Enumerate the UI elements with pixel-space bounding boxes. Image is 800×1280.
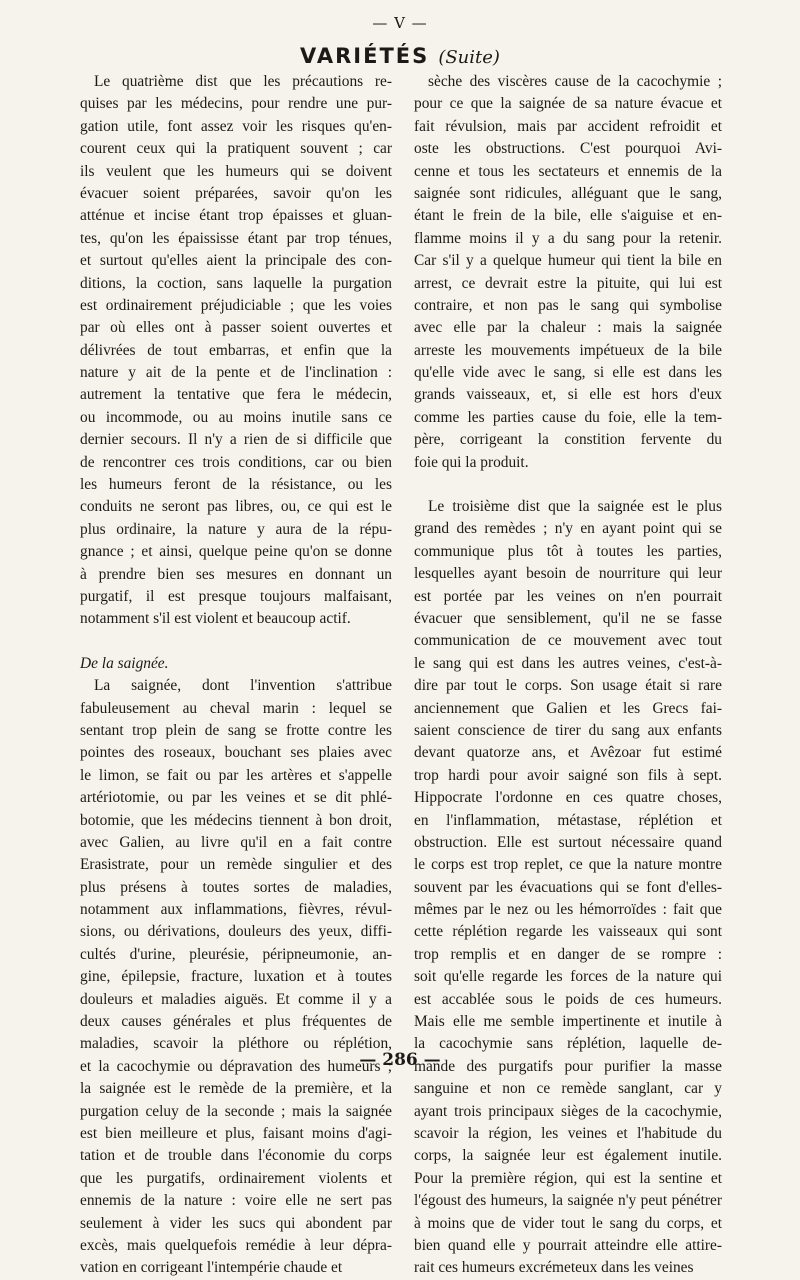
section-heading: De la saignée.	[80, 654, 169, 672]
text-line: lesquelles ayant besoin de nourriture qui leur	[414, 565, 722, 583]
text-line: fabuleusement au cheval marin : lequel se	[80, 699, 392, 717]
text-line: courent ceux qui la pratiquent souvent ; car	[80, 140, 392, 158]
text-line: seulement à vider les sucs qui abondent par	[80, 1214, 392, 1232]
text-line: tes, qu'on les épaississe étant par trop ténues,	[80, 229, 392, 247]
left-column	[80, 71, 392, 1280]
text-line: maladies, scavoir la pléthore ou réplétion,	[80, 1035, 392, 1053]
text-line: la cacochymie sans réplétion, laquelle de-	[414, 1035, 722, 1053]
text-line: soit qu'elle regarde les forces de la nature qui	[414, 968, 722, 986]
text-line: vation en corrigeant l'intempérie chaude et	[80, 1259, 343, 1277]
text-line: évacuer que sensiblement, qu'il ne se fasse	[414, 609, 722, 627]
right-paragraph-2	[414, 496, 722, 1280]
text-line: scavoir la région, les veines et l'habitude du	[414, 1124, 722, 1142]
text-line: Car s'il y a quelque humeur qui tient la bile en	[414, 252, 722, 270]
text-line: purgatif, il est presque toujours malfaisant,	[80, 587, 392, 605]
text-line: Pour la première région, qui est la sentine et	[414, 1169, 722, 1187]
text-line: oste les obstructions. C'est pourquoi Avi-	[414, 140, 722, 158]
text-line: quises par les médecins, pour rendre une pur-	[80, 95, 392, 113]
text-line: communication de ce mouvement avec tout	[414, 632, 722, 650]
text-line: sanguine et non ce remède sanglant, car y	[414, 1080, 722, 1098]
text-line: saient conscience de tirer du sang aux enfants	[414, 721, 722, 739]
text-line: botomie, que les médecins tiennent à bon droit,	[80, 811, 392, 829]
text-line: autrement la tentative que fera le médecin,	[80, 386, 392, 404]
text-line: gine, épilepsie, fracture, luxation et à toutes	[80, 968, 392, 986]
text-line: avec elle par la chaleur : mais la saignée	[414, 319, 722, 337]
page-mark: — V —	[372, 14, 428, 32]
text-line: gation utile, font assez voir les risques qu'en-	[80, 117, 392, 135]
text-line: grand des remèdes ; n'y en ayant point qui se	[414, 520, 722, 538]
text-line: Le quatrième dist que les précautions re-	[94, 73, 392, 90]
text-line: deux causes générales et plus fréquentes de	[80, 1013, 392, 1031]
text-line: l'égoust des humeurs, la saignée n'y peut pénétrer	[414, 1192, 722, 1210]
text-line: obstruction. Elle est surtout nécessaire quand	[414, 833, 722, 851]
text-line: est bien meilleure et plus, faisant moins d'agi-	[80, 1124, 392, 1142]
text-line: bien quand elle y pourrait atteindre elle attire-	[414, 1236, 722, 1254]
text-line: plus ordinaire, la nature y aura de la répu-	[80, 520, 392, 538]
text-line: ennemis de la nature : voire elle ne sert pas	[80, 1192, 392, 1210]
text-line: grands vaisseaux, et, si elle est hors d'eux	[414, 386, 722, 404]
text-line: sèche des viscères cause de la cacochymie ;	[428, 73, 722, 90]
text-line: en l'inflammation, métastase, réplétion et	[414, 811, 722, 829]
text-line: gnance ; et ainsi, quelque peine qu'on se donne	[80, 543, 392, 561]
text-line: anciennement que Galien et les Grecs fai-	[414, 699, 722, 717]
text-line: purgation celuy de la seconde ; mais la saignée	[80, 1102, 392, 1120]
text-line: et surtout qu'elles aient la principale des con-	[80, 252, 392, 270]
text-line: cette réplétion regarde les vaisseaux qui sont	[414, 923, 722, 941]
text-line: contraire, et non pas le sang qui symbolise	[414, 296, 722, 314]
text-line: qu'elle vide avec le sang, si elle est dans les	[414, 364, 722, 382]
text-line: saignée sont ridicules, alléguant que le sang,	[414, 184, 722, 202]
text-line: arrest, ce devrait estre la pituite, qui lui est	[414, 274, 722, 292]
title-text: VARIÉTÉS	[300, 44, 430, 68]
text-line: à prendre bien ses mesures en donnant un	[80, 565, 392, 583]
text-line: pour ce que la saignée de sa nature évacue et	[414, 95, 722, 113]
text-line: ayant trois principaux sièges de la cacochymie,	[414, 1102, 722, 1120]
text-line: conduits ne seront pas libres, ou, ce qui est le	[80, 498, 392, 516]
text-line: cenne et tous les sectateurs et ennemis de la	[414, 162, 722, 180]
title-suffix: (Suite)	[438, 47, 500, 68]
text-line: est portée par les veines on n'en pourrait	[414, 587, 722, 605]
text-line: dernier secours. Il n'y a rien de si difficile que	[80, 431, 392, 449]
text-line: rait ces humeurs excrémeteux dans les veines	[414, 1259, 694, 1277]
text-line: étant le frein de la bile, elle s'aiguise et en-	[414, 207, 722, 225]
text-line: par où elles ont à passer soient ouvertes et	[80, 319, 392, 337]
text-line: excès, mais quelquefois remédie à leur dépra-	[80, 1236, 392, 1254]
text-line: souvent par les évacuations qui se font d'elles-	[414, 878, 722, 896]
text-line: notamment aux inflammations, fièvres, révul-	[80, 901, 392, 919]
text-line: corps, la saignée leur est également inutile.	[414, 1147, 722, 1165]
text-line: avec Galien, au livre qu'il en a fait contre	[80, 833, 392, 851]
page-title	[0, 44, 800, 68]
text-line: ils veulent que les humeurs qui se doivent	[80, 162, 392, 180]
text-line: Mais elle me semble impertinente et inutile à	[414, 1013, 722, 1031]
text-line: communique plus tôt à toutes les parties,	[414, 542, 722, 560]
text-line: Le troisième dist que la saignée est le plus	[428, 498, 722, 516]
text-line: père, corrigeant la constition fervente du	[414, 431, 722, 449]
text-line: douleurs et maladies aiguës. Et comme il y a	[80, 990, 392, 1008]
text-line: est accablée sous le poids de ces humeurs.	[414, 990, 722, 1008]
text-line: ditions, la coction, sans laquelle la purgation	[80, 274, 392, 292]
text-line: sions, ou dérivations, douleurs des yeux, diffi-	[80, 923, 392, 941]
text-line: Erasistrate, pour un remède singulier et des	[80, 856, 392, 874]
text-line: cultés d'urine, pleurésie, péripneumonie, an-	[80, 945, 392, 963]
text-line: notamment s'il est violent et beaucoup actif.	[80, 610, 351, 628]
text-line: à moins que de vider tout le sang du corps, et	[414, 1214, 722, 1232]
text-line: dire par tout le corps. Son usage était si rare	[414, 677, 722, 695]
text-line: comme les parties cause du foie, elle la tem-	[414, 408, 722, 426]
text-line: la saignée est le remède de la première, et la	[80, 1080, 392, 1098]
text-line: pointes des roseaux, bouchant ses plaies avec	[80, 744, 392, 762]
left-paragraph-2	[80, 675, 392, 1280]
text-line: mande des purgatifs pour purifier la masse	[414, 1057, 722, 1075]
text-line: La saignée, dont l'invention s'attribue	[94, 677, 392, 695]
text-line: mêmes par le nez ou les hémorroïdes : fait que	[414, 901, 722, 919]
text-line: flamme moins il y a du sang pour la retenir.	[414, 229, 722, 247]
left-paragraph-1	[80, 71, 392, 631]
text-line: le corps est trop replet, ce que la nature montre	[414, 856, 722, 874]
text-line: arreste les mouvements impétueux de la bile	[414, 341, 722, 359]
right-column	[414, 71, 722, 1280]
text-line: et la cacochymie ou dépravation des humeurs ;	[80, 1057, 392, 1075]
text-line: devant quatorze ans, et Avêzoar fut estimé	[414, 744, 722, 762]
text-line: de rencontrer ces trois conditions, car ou bien	[80, 453, 392, 471]
page-number: — 286 —	[359, 1050, 441, 1070]
text-line: le sang qui est dans les autres veines, c'est-à-	[414, 654, 722, 672]
text-line: est ordinairement préjudiciable ; que les voies	[80, 296, 392, 314]
text-line: le limon, se fait ou par les artères et s'appelle	[80, 766, 392, 784]
text-line: artériotomie, ou par les veines et se dit phlé-	[80, 789, 392, 807]
text-line: plus présens à toutes sortes de maladies,	[80, 878, 392, 896]
text-line: ou incommode, ou au moins inutile sans ce	[80, 408, 392, 426]
text-line: nature y ait de la pente et de l'inclination :	[80, 364, 392, 382]
text-line: Hippocrate l'ordonne en ces quatre choses,	[414, 789, 722, 807]
text-line: les humeurs feront de la résistance, ou les	[80, 476, 392, 494]
text-line: délivrées de tout embarras, et enfin que la	[80, 341, 392, 359]
text-line: tation et de trouble dans l'économie du corps	[80, 1147, 392, 1165]
text-line: atténue et incise étant trop épaisses et gluan-	[80, 207, 392, 225]
text-line: foie qui la produit.	[414, 453, 529, 471]
text-line: sentant trop plein de sang se frotte contre les	[80, 721, 392, 739]
text-line: trop hardi pour avoir saigné son fils à sept.	[414, 766, 722, 784]
text-line: évacuer soient préparées, savoir qu'on les	[80, 184, 392, 202]
text-line: que les purgatifs, ordinairement violents et	[80, 1169, 392, 1187]
text-line: fait révulsion, mais par accident refroidit et	[414, 117, 722, 135]
right-paragraph-1	[414, 71, 722, 474]
text-line: trop remplis et en danger de se rompre :	[414, 945, 722, 963]
